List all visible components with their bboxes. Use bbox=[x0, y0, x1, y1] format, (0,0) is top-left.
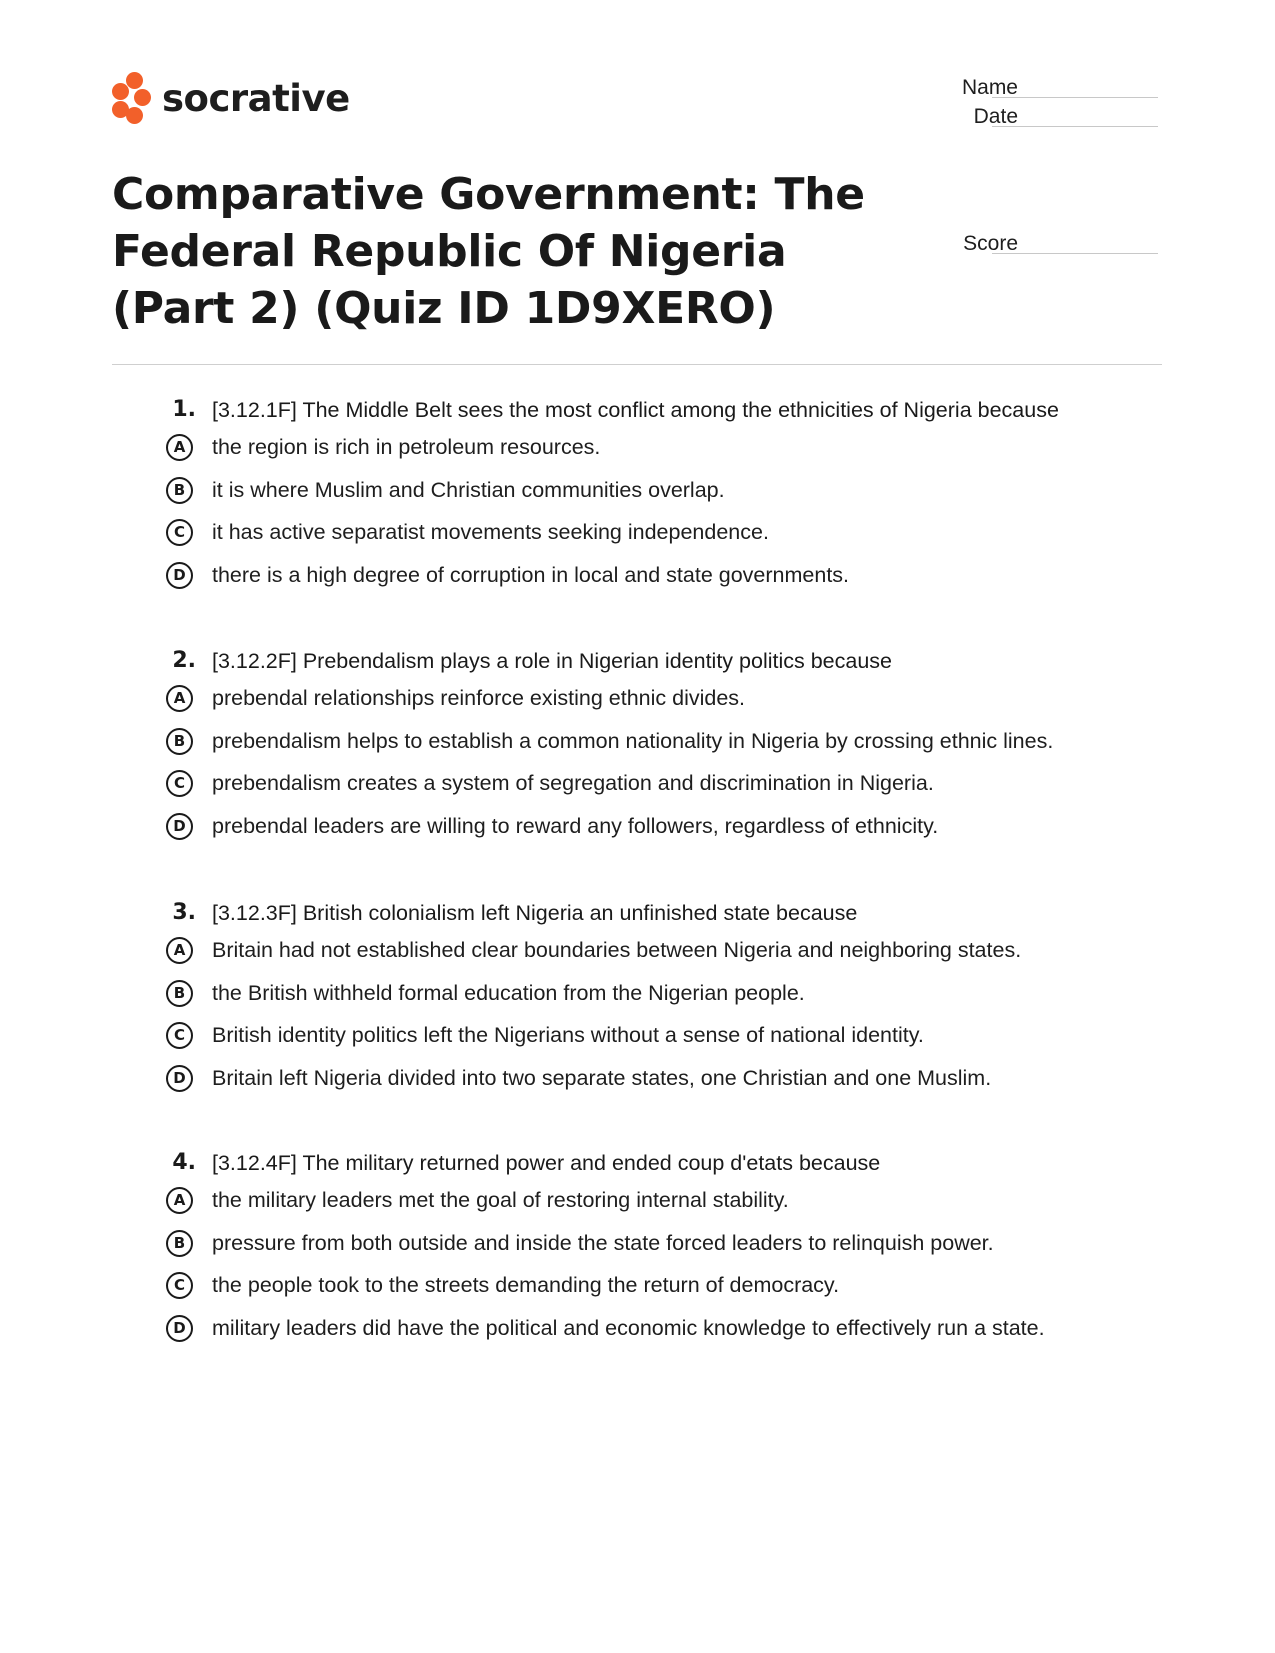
question-text: [3.12.2F] Prebendalism plays a role in Nigerian identity politics because bbox=[212, 649, 893, 673]
option-a[interactable] bbox=[160, 429, 1160, 472]
question-number: 1. bbox=[172, 397, 196, 422]
option-b-bubble[interactable]: B bbox=[166, 980, 193, 1007]
header-divider bbox=[112, 364, 1162, 365]
option-d-bubble[interactable]: D bbox=[166, 1315, 193, 1342]
option-c[interactable] bbox=[160, 1017, 1160, 1060]
option-text: prebendal leaders are willing to reward any followers, regardless of ethnicity. bbox=[212, 813, 939, 838]
option-b[interactable] bbox=[160, 723, 1160, 766]
option-a-bubble[interactable]: A bbox=[166, 1187, 193, 1214]
option-text: it is where Muslim and Christian communities overlap. bbox=[212, 477, 725, 502]
option-d-bubble[interactable]: D bbox=[166, 1065, 193, 1092]
name-row bbox=[860, 72, 1160, 102]
option-text: prebendalism helps to establish a common nationality in Nigeria by crossing ethnic lines. bbox=[212, 728, 1054, 753]
option-c[interactable] bbox=[160, 1267, 1160, 1310]
option-a-bubble[interactable]: A bbox=[166, 937, 193, 964]
socrative-logo bbox=[112, 72, 350, 124]
option-text: there is a high degree of corruption in local and state governments. bbox=[212, 562, 850, 587]
option-text: the people took to the streets demanding the return of democracy. bbox=[212, 1273, 840, 1297]
option-text: the military leaders met the goal of restoring internal stability. bbox=[212, 1188, 789, 1212]
quiz-title: Comparative Government: The Federal Republic Of Nigeria (Part 2) (Quiz ID 1D9XERO) bbox=[112, 169, 865, 334]
option-text: British identity politics left the Nigerians without a sense of national identity. bbox=[212, 1023, 924, 1047]
question-number: 4. bbox=[172, 1150, 196, 1175]
score-field[interactable] bbox=[992, 253, 1158, 254]
question-header bbox=[160, 644, 1160, 680]
option-b-bubble[interactable]: B bbox=[166, 1230, 193, 1257]
option-b[interactable] bbox=[160, 472, 1160, 515]
question-2 bbox=[160, 644, 1160, 850]
question-header bbox=[160, 393, 1160, 429]
question-text: [3.12.3F] British colonialism left Nigeria an unfinished state because bbox=[212, 901, 858, 925]
question-number: 3. bbox=[172, 900, 196, 925]
question-header bbox=[160, 1146, 1160, 1182]
option-c-bubble[interactable]: C bbox=[166, 770, 193, 797]
score-label: Score bbox=[963, 232, 1018, 255]
option-d-bubble[interactable]: D bbox=[166, 562, 193, 589]
question-4 bbox=[160, 1146, 1160, 1352]
option-a[interactable] bbox=[160, 932, 1160, 975]
option-a-bubble[interactable]: A bbox=[166, 685, 193, 712]
option-a[interactable] bbox=[160, 680, 1160, 723]
question-3 bbox=[160, 896, 1160, 1102]
date-label: Date bbox=[973, 105, 1018, 128]
option-text: prebendalism creates a system of segregation and discrimination in Nigeria. bbox=[212, 771, 934, 795]
option-b-bubble[interactable]: B bbox=[166, 477, 193, 504]
score-row bbox=[860, 228, 1160, 258]
option-d[interactable] bbox=[160, 808, 1160, 851]
option-c-bubble[interactable]: C bbox=[166, 1022, 193, 1049]
name-field[interactable] bbox=[992, 97, 1158, 98]
option-b-bubble[interactable]: B bbox=[166, 728, 193, 755]
name-label: Name bbox=[961, 76, 1018, 99]
option-d[interactable] bbox=[160, 1310, 1160, 1353]
option-text: the region is rich in petroleum resources. bbox=[212, 435, 601, 459]
option-c-bubble[interactable]: C bbox=[166, 1272, 193, 1299]
option-a[interactable] bbox=[160, 1182, 1160, 1225]
option-b[interactable] bbox=[160, 1225, 1160, 1268]
option-c[interactable] bbox=[160, 765, 1160, 808]
date-field[interactable] bbox=[992, 126, 1158, 127]
option-text: the British withheld formal education from the Nigerian people. bbox=[212, 980, 805, 1005]
option-c[interactable] bbox=[160, 514, 1160, 557]
question-text: [3.12.1F] The Middle Belt sees the most conflict among the ethnicities of Nigeria because bbox=[212, 398, 1059, 422]
question-number: 2. bbox=[172, 648, 196, 673]
option-text: military leaders did have the political and economic knowledge to effectively run a state. bbox=[212, 1315, 1045, 1340]
option-text: pressure from both outside and inside the state forced leaders to relinquish power. bbox=[212, 1230, 994, 1255]
option-b[interactable] bbox=[160, 975, 1160, 1018]
question-text: [3.12.4F] The military returned power and ended coup d'etats because bbox=[212, 1151, 881, 1175]
option-text: Britain had not established clear boundaries between Nigeria and neighboring states. bbox=[212, 938, 1022, 962]
logo-hexagons-icon bbox=[112, 72, 152, 124]
question-1 bbox=[160, 393, 1160, 599]
question-header bbox=[160, 896, 1160, 932]
option-d[interactable] bbox=[160, 557, 1160, 600]
option-a-bubble[interactable]: A bbox=[166, 434, 193, 461]
option-d[interactable] bbox=[160, 1060, 1160, 1103]
option-text: prebendal relationships reinforce existing ethnic divides. bbox=[212, 686, 746, 710]
option-d-bubble[interactable]: D bbox=[166, 813, 193, 840]
option-c-bubble[interactable]: C bbox=[166, 519, 193, 546]
date-row bbox=[860, 101, 1160, 131]
logo-wordmark: socrative bbox=[162, 76, 350, 120]
option-text: Britain left Nigeria divided into two separate states, one Christian and one Muslim. bbox=[212, 1065, 992, 1090]
option-text: it has active separatist movements seeking independence. bbox=[212, 520, 769, 544]
